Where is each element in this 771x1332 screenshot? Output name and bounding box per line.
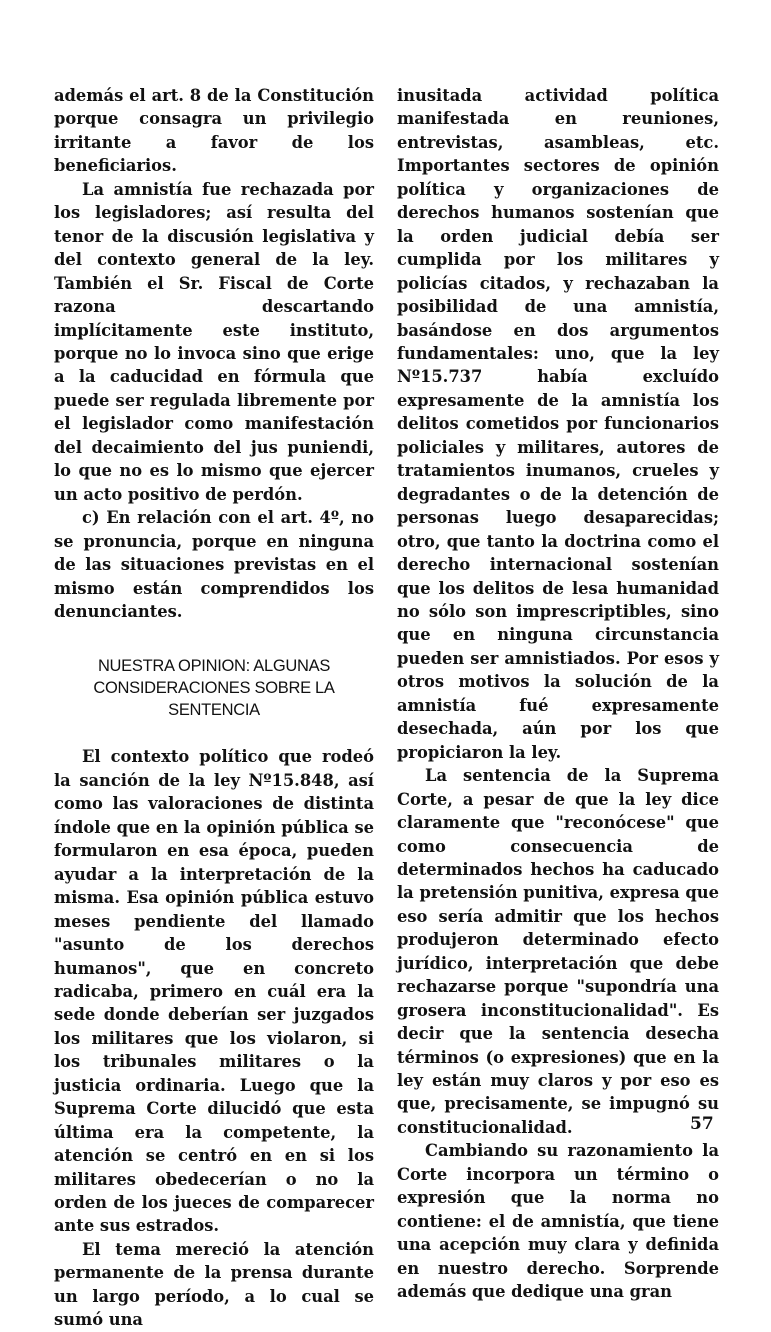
section-heading-line: CONSIDERACIONES SOBRE LA — [93, 679, 335, 698]
section-heading-line: SENTENCIA — [168, 701, 260, 720]
paragraph: La sentencia de la Suprema Corte, a pesar de que la ley dice claramente que "reconócese" que como consecuencia de determinados hechos ha caducado la pretensión punitiva, expresa que eso sería admitir que los hechos produjeron determinado efecto jurídico, interpretación que debe rechazarse porque "supondría una grosera inconstitucionalidad". Es decir que la sentencia desecha términos (o expresiones) que en la ley están muy claros y por eso es que, precisamente, se impugnó su constitucionalidad. — [397, 766, 719, 1137]
paragraph: Cambiando su razonamiento la Corte incorpora un término o expresión que la norma no contiene: el de amnistía, que tiene una acepción muy clara y definida en nuestro derecho. Sorprende además que dedique una gran — [397, 1141, 719, 1302]
left-column — [54, 84, 374, 1332]
section-heading — [54, 655, 374, 721]
paragraph: además el art. 8 de la Constitución porque consagra un privilegio irritante a favor de los beneficiarios. — [54, 86, 374, 176]
right-column — [397, 84, 719, 1304]
paragraph: La amnistía fue rechazada por los legisladores; así resulta del tenor de la discusión legislativa y del contexto general de la ley. También el Sr. Fiscal de Corte razona descartando implícitamente este instituto, porque no lo invoca sino que erige a la caducidad en fórmula que puede ser regulada libremente por el legislador como manifestación del decaimiento del jus puniendi, lo que no es lo mismo que ejercer un acto positivo de perdón. — [54, 179, 374, 504]
paragraph: inusitada actividad política manifestada en reuniones, entrevistas, asambleas, etc. Importantes sectores de opinión política y organizaciones de derechos humanos sostenían que la orden judicial debía ser cumplida por los militares y policías citados, y rechazaban la posibilidad de una amnistía, basándose en dos argumentos fundamentales: uno, que la ley Nº15.737 había excluído expresamente de la amnistía los delitos cometidos por funcionarios policiales y militares, autores de tratamientos inumanos, crueles y degradantes o de la detención de personas luego desaparecidas; otro, que tanto la doctrina como el derecho internacional sostenían que los delitos de lesa humanidad no sólo son imprescriptibles, sino que en ninguna circunstancia pueden ser amnistiados. Por esos y otros motivos la solución de la amnistía fué expresamente desechada, aún por los que propiciaron la ley. — [397, 86, 719, 762]
paragraph: c) En relación con el art. 4º, no se pronuncia, porque en ninguna de las situaciones previstas en el mismo están comprendidos los denunciantes. — [54, 508, 374, 621]
paragraph: El contexto político que rodeó la sanción de la ley Nº15.848, así como las valoraciones de distinta índole que en la opinión pública se formularon en esa época, pueden ayudar a la interpretación de la misma. Esa opinión pública estuvo meses pendiente del llamado "asunto de los derechos humanos", que en concreto radicaba, primero en cuál era la sede donde deberían ser juzgados los militares que los violaron, si los tribunales militares o la justicia ordinaria. Luego que la Suprema Corte dilucidó que esta última era la competente, la atención se centró en en si los militares obedecerían o no la orden de los jueces de comparecer ante sus estrados. — [54, 747, 374, 1236]
section-heading-line: NUESTRA OPINION: ALGUNAS — [97, 657, 331, 676]
paragraph: El tema mereció la atención permanente de la prensa durante un largo período, a lo cual se sumó una — [54, 1239, 374, 1330]
page-number: 57 — [690, 1114, 714, 1134]
